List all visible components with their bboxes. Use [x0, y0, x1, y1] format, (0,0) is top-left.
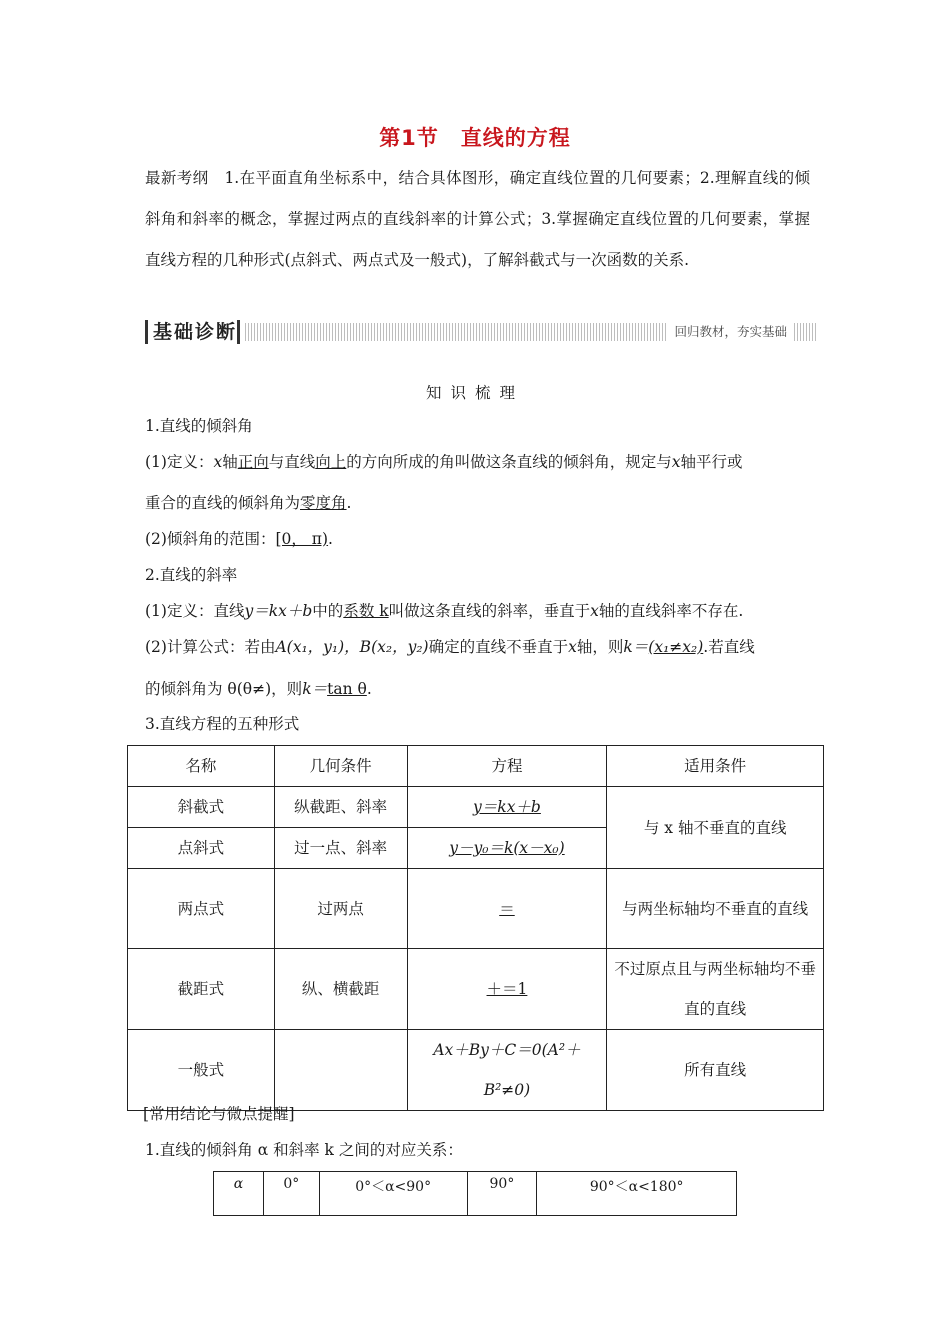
banner-bar-mid: [237, 320, 240, 344]
row-name: 截距式: [128, 949, 275, 1030]
s2-formula: (2)计算公式：若由A(x₁，y₁)，B(x₂，y₂)确定的直线不垂直于x轴，则k＝(x₁≠x₂).若直线: [145, 638, 755, 656]
banner-title: 基础诊断: [153, 321, 238, 343]
row-equation: ＋＝1: [407, 949, 607, 1030]
row-condition: 纵、横截距: [274, 949, 407, 1030]
s3-heading: 3.直线方程的五种形式: [145, 715, 300, 733]
tips-heading: [常用结论与微点提醒]: [143, 1105, 295, 1123]
cell-ninety: 90°: [467, 1172, 537, 1216]
s1-definition-cont: 重合的直线的倾斜角为零度角.: [145, 494, 352, 512]
s1-heading: 1.直线的倾斜角: [145, 417, 253, 435]
banner-subtitle: 回归教材，夯实基础: [668, 323, 793, 341]
line-forms-table: [127, 745, 824, 1111]
s2-tan: 的倾斜角为 θ(θ≠)，则k＝tan θ.: [145, 680, 372, 698]
row-applicable: 与两坐标轴均不垂直的直线: [607, 869, 824, 949]
table-row: [128, 787, 824, 828]
table-row: [128, 949, 824, 1030]
row-applicable: 所有直线: [607, 1030, 824, 1111]
table-row: [128, 1030, 824, 1111]
cell-alpha: α: [214, 1172, 264, 1216]
s1-range: (2)倾斜角的范围：[0， π).: [145, 530, 333, 548]
section-title: 知识梳理: [425, 384, 524, 402]
row-name: 斜截式: [128, 787, 275, 828]
row-equation: y＝kx＋b: [407, 787, 607, 828]
s2-heading: 2.直线的斜率: [145, 566, 238, 584]
header-name: 名称: [128, 746, 275, 787]
table-row: [128, 869, 824, 949]
row-applicable: 与 x 轴不垂直的直线: [607, 787, 824, 869]
syllabus-label: 最新考纲: [145, 169, 209, 187]
header-equation: 方程: [407, 746, 607, 787]
section-banner: [145, 318, 817, 346]
row-equation: ＝: [407, 869, 607, 949]
banner-bar-left: [145, 320, 148, 344]
table-header-row: [128, 746, 824, 787]
row-equation: y－y₀＝k(x－x₀): [407, 828, 607, 869]
row-name: 点斜式: [128, 828, 275, 869]
row-name: 一般式: [128, 1030, 275, 1111]
row-equation: Ax＋By＋C＝0(A²＋B²≠0): [407, 1030, 607, 1111]
row-condition: 过两点: [274, 869, 407, 949]
cell-obtuse: 90°＜α<180°: [537, 1172, 737, 1216]
row-condition: 过一点、斜率: [274, 828, 407, 869]
syllabus-paragraph: [145, 158, 810, 281]
cell-acute: 0°＜α<90°: [319, 1172, 467, 1216]
s1-definition: (1)定义：x轴正向与直线向上的方向所成的角叫做这条直线的倾斜角，规定与x轴平行或: [145, 453, 743, 471]
row-name: 两点式: [128, 869, 275, 949]
row-condition: [274, 1030, 407, 1111]
header-condition: 几何条件: [274, 746, 407, 787]
row-applicable: 不过原点且与两坐标轴均不垂直的直线: [607, 949, 824, 1030]
angle-slope-table: [213, 1171, 737, 1216]
table-row: [214, 1172, 737, 1216]
header-applicable: 适用条件: [607, 746, 824, 787]
tips-item-1: 1.直线的倾斜角 α 和斜率 k 之间的对应关系：: [145, 1141, 463, 1159]
page-title: 第1节 直线的方程: [379, 126, 571, 150]
syllabus-text: 1.在平面直角坐标系中，结合具体图形，确定直线位置的几何要素；2.理解直线的倾斜角和斜率的概念，掌握过两点的直线斜率的计算公式；3.掌握确定直线位置的几何要素，掌握直线方程的几种形式(点斜式、两点式及一般式)，了解斜截式与一次函数的关系.: [145, 169, 810, 269]
s2-definition: (1)定义：直线y＝kx＋b中的系数 k叫做这条直线的斜率，垂直于x轴的直线斜率不存在.: [145, 602, 744, 620]
cell-zero: 0°: [263, 1172, 319, 1216]
row-condition: 纵截距、斜率: [274, 787, 407, 828]
